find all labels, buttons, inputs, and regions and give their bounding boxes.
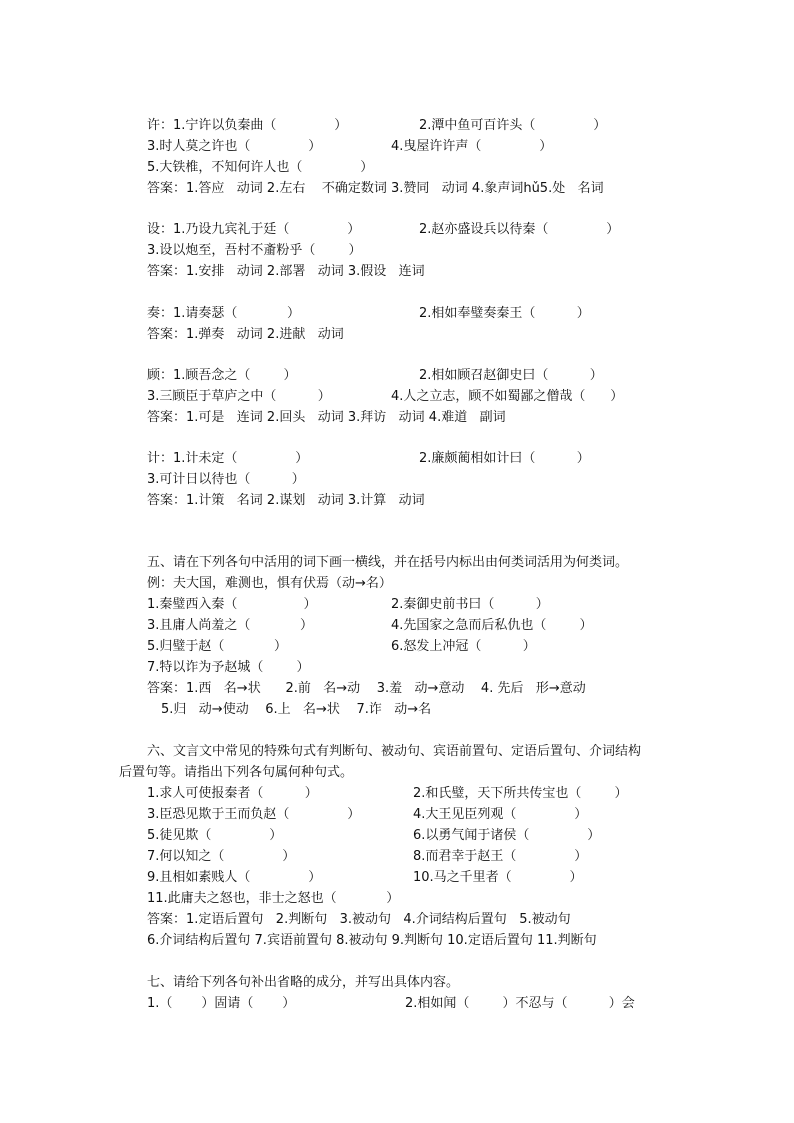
section5-question-4: 4.先国家之急而后私仇也（ ） (391, 618, 593, 633)
gu-question-2: 2.相如顾召赵御史曰（ ） (419, 368, 603, 383)
xu-question-2: 2.潭中鱼可百许头（ ） (419, 118, 607, 133)
ji-question-2: 2.廉颇蔺相如计曰（ ） (419, 451, 590, 466)
gu-question-1: 顾：1.顾吾念之（ ） (147, 368, 297, 383)
section5-question-7: 7.特以诈为予赵城（ ） (147, 660, 310, 675)
xu-question-3: 3.时人莫之许也（ ） (147, 139, 322, 154)
section6-question-10: 10.马之千里者（ ） (413, 870, 583, 885)
gu-answer: 答案：1.可是 连词 2.回头 动词 3.拜访 动词 4.难道 副词 (147, 410, 506, 425)
section6-answer-line-1: 答案：1.定语后置句 2.判断句 3.被动句 4.介词结构后置句 5.被动句 (147, 912, 571, 927)
xu-question-5: 5.大铁椎，不知何许人也（ ） (147, 160, 374, 175)
section5-answer-line-2: 5.归 动→使动 6.上 名→状 7.诈 动→名 (161, 702, 432, 717)
section6-question-11: 11.此庸夫之怒也，非士之怒也（ ） (147, 891, 400, 906)
xu-answer: 答案：1.答应 动词 2.左右 不确定数词 3.赞同 动词 4.象声词hǔ5.处 名词 (147, 181, 604, 196)
zou-answer: 答案：1.弹奏 动词 2.进献 动词 (147, 327, 344, 342)
section7-title: 七、请给下列各句补出省略的成分，并写出具体内容。 (147, 975, 460, 990)
section6-question-1: 1.求人可使报秦者（ ） (147, 786, 318, 801)
section5-example: 例：夫大国，难测也，惧有伏焉（动→名） (147, 576, 392, 591)
xu-question-1: 许：1.宁许以负秦曲（ ） (147, 118, 348, 133)
ji-question-1: 计：1.计未定（ ） (147, 451, 309, 466)
she-answer: 答案：1.安排 动词 2.部署 动词 3.假设 连词 (147, 264, 425, 279)
section5-title: 五、请在下列各句中活用的词下画一横线，并在括号内标出由何类词活用为何类词。 (147, 555, 629, 570)
she-question-2: 2.赵亦盛设兵以待秦（ ） (419, 222, 620, 237)
ji-answer: 答案：1.计策 名词 2.谋划 动词 3.计算 动词 (147, 493, 425, 508)
section6-question-4: 4.大王见臣列观（ ） (413, 807, 588, 822)
she-question-3: 3.设以炮至，吾村不齑粉乎（ ） (147, 243, 362, 258)
section5-question-5: 5.归璧于赵（ ） (147, 639, 287, 654)
gu-question-4: 4.人之立志，顾不如蜀鄙之僧哉（ ） (391, 389, 624, 404)
section6-title-line-2: 后置句等。请指出下列各句属何种句式。 (119, 765, 354, 780)
section5-question-1: 1.秦璧西入秦（ ） (147, 597, 317, 612)
she-question-1: 设：1.乃设九宾礼于廷（ ） (147, 222, 361, 237)
section6-question-2: 2.和氏璧，天下所共传宝也（ ） (413, 786, 628, 801)
ji-question-3: 3.可计日以待也（ ） (147, 472, 305, 487)
section6-answer-line-2: 6.介词结构后置句 7.宾语前置句 8.被动句 9.判断句 10.定语后置句 11.判断句 (147, 933, 597, 948)
section6-question-8: 8.而君幸于赵王（ ） (413, 849, 588, 864)
xu-question-4: 4.曳屋许许声（ ） (391, 139, 553, 154)
section5-question-2: 2.秦御史前书曰（ ） (391, 597, 549, 612)
section5-answer-line-1: 答案：1.西 名→状 2.前 名→动 3.羞 动→意动 4. 先后 形→意动 (147, 681, 586, 696)
section6-question-6: 6.以勇气闻于诸侯（ ） (413, 828, 601, 843)
section7-question-1: 1.（ ）固请（ ） (147, 996, 296, 1011)
section6-title-line-1: 六、文言文中常见的特殊句式有判断句、被动句、宾语前置句、定语后置句、介词结构 (147, 744, 642, 759)
section5-question-6: 6.怒发上冲冠（ ） (391, 639, 536, 654)
zou-question-2: 2.相如奉璧奏秦王（ ） (419, 306, 590, 321)
section6-question-5: 5.徒见欺（ ） (147, 828, 283, 843)
section7-question-2: 2.相如闻（ ）不忍与（ ）会 (405, 996, 635, 1011)
zou-question-1: 奏：1.请奏瑟（ ） (147, 306, 300, 321)
section6-question-3: 3.臣恐见欺于王而负赵（ ） (147, 807, 361, 822)
section6-question-9: 9.且相如素贱人（ ） (147, 870, 322, 885)
section5-question-3: 3.且庸人尚羞之（ ） (147, 618, 313, 633)
section6-question-7: 7.何以知之（ ） (147, 849, 296, 864)
gu-question-3: 3.三顾臣于草庐之中（ ） (147, 389, 331, 404)
